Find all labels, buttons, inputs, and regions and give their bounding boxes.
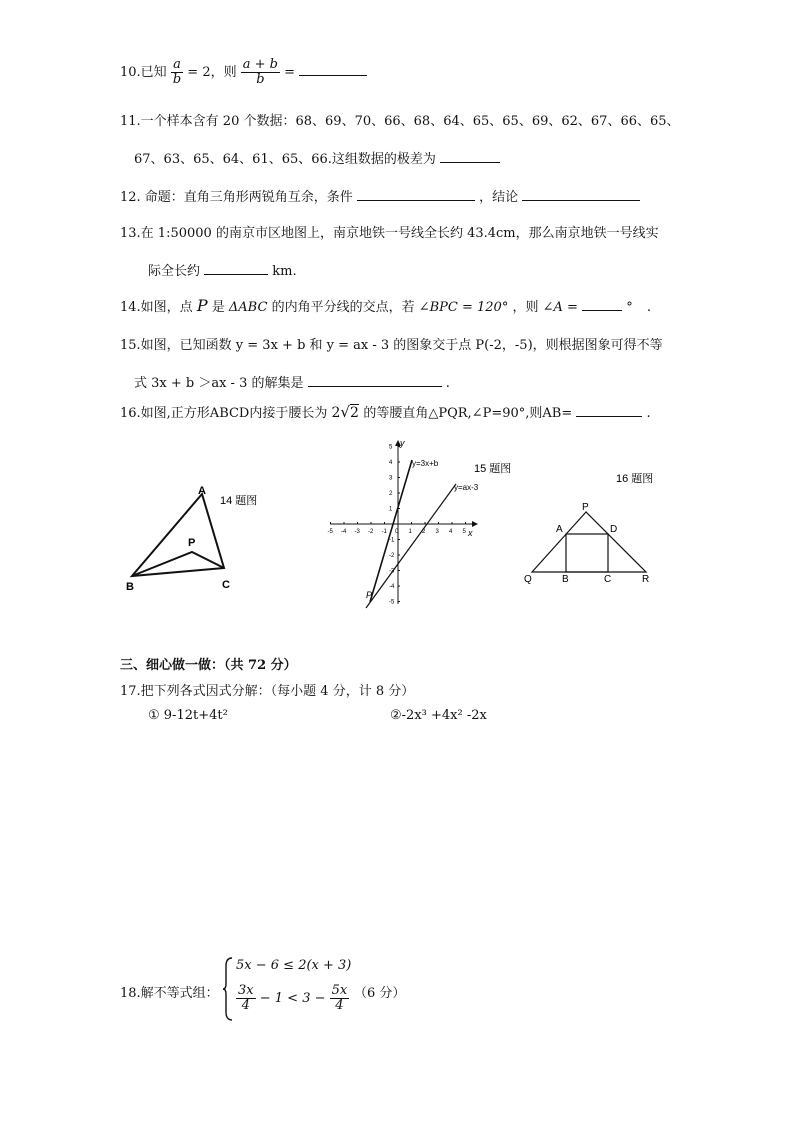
x-tick-label: -4 [341, 529, 347, 535]
question-12: 12. 命题：直角三角形两锐角互余，条件 ，结论 [120, 186, 640, 205]
q18-inequality-1: 5x − 6 ≤ 2(x + 3) [236, 958, 352, 973]
q14-answer-blank[interactable] [582, 298, 622, 311]
axis-label-x: x [468, 528, 473, 538]
q10-fraction-sum: $\frac{a + b}{b}$ [242, 57, 278, 87]
label-R: R [642, 574, 650, 585]
q11-answer-blank[interactable] [440, 150, 500, 163]
y-tick-label: -1 [389, 537, 395, 544]
y-tick-label: 3 [389, 475, 393, 482]
question-10: 10.已知 $\frac{a}{b}$ = 2，则 $\frac{a + b}{b}$ = [120, 58, 367, 87]
y-tick-label: -4 [389, 584, 395, 590]
x-tick-label: -2 [368, 529, 374, 535]
q12-condition-blank[interactable] [357, 188, 475, 201]
x-tick-label: 1 [408, 529, 412, 535]
y-tick-label: -2 [389, 553, 395, 559]
label-P: P [582, 502, 589, 513]
label-line2: y=ax-3 [454, 483, 479, 492]
q12-conclusion-blank[interactable] [522, 188, 640, 201]
y-tick-label: 1 [389, 506, 393, 513]
y-tick-label: 4 [389, 460, 393, 466]
x-tick-label: -1 [381, 529, 387, 535]
y-tick-label: 2 [389, 491, 393, 497]
figure-16-caption: 16 题图 [616, 473, 654, 485]
question-17-part1: ① 9-12t+4t² [148, 708, 228, 723]
label-A: A [198, 485, 206, 497]
x-tick-label: 3 [435, 529, 439, 535]
system-brace [222, 956, 234, 1022]
x-tick-label: 2 [422, 529, 426, 535]
question-13-line1: 13.在 1:50000 的南京市区地图上，南京地铁一号线全长约 43.4cm，那么南京地铁一号线实 [120, 226, 659, 241]
figure-14-caption: 14 题图 [220, 495, 258, 507]
label-C: C [604, 574, 612, 585]
y-tick-label: -3 [389, 568, 395, 575]
label-D: D [610, 524, 618, 535]
axis-label-y: y [400, 438, 405, 448]
q10-equals: = 2，则 [187, 65, 237, 80]
label-A: A [556, 524, 563, 535]
q10-fraction-a-over-b: $\frac{a}{b}$ [172, 57, 182, 87]
q18-points: （6 分） [354, 986, 406, 1001]
y-tick-label: 5 [389, 444, 393, 451]
q18-inequality-2: $\frac{3x}{4}$ − 1 < 3 − $\frac{5x}{4}$ [238, 983, 348, 1013]
question-16: 16.如图,正方形ABCD内接于腰长为 2√2 的等腰直角△PQR,∠P=90°,则AB= . [120, 403, 651, 421]
figure-16-square-in-triangle [520, 466, 670, 590]
question-11-line1: 11.一个样本含有 20 个数据：68、69、70、66、68、64、65、65、69、62、67、66、65、 [120, 114, 680, 129]
figure-15-caption: 15 题图 [474, 463, 512, 475]
q16-answer-blank[interactable] [576, 404, 642, 417]
sqrt-expression: 2√2 [331, 403, 359, 421]
question-17-part2: ②-2x³ +4x² -2x [390, 708, 487, 723]
label-Q: Q [524, 574, 532, 585]
question-11-line2: 67、63、65、64、61、65、66.这组数据的极差为 [134, 148, 500, 167]
q10-prefix: 10.已知 [120, 65, 167, 80]
q10-answer-blank[interactable] [299, 63, 367, 76]
x-tick-label: 0 [395, 529, 399, 535]
figure-14-triangle [120, 480, 280, 600]
question-13-line2: 际全长约 km. [148, 264, 297, 279]
label-P: P [366, 590, 373, 600]
y-tick-label: -5 [389, 599, 395, 606]
label-line1: y=3x+b [412, 459, 439, 468]
q13-answer-blank[interactable] [204, 262, 268, 275]
question-14: 14.如图，点 P 是 ΔABC 的内角平分线的交点，若 ∠BPC = 120° ，则 ∠A = ° . [120, 296, 652, 315]
label-C: C [222, 579, 230, 591]
figure-15-graph [326, 438, 516, 610]
x-tick-label: 5 [462, 529, 466, 535]
line-y-ax-minus-3 [366, 484, 456, 608]
label-B: B [562, 574, 569, 585]
section-3-title: 三、细心做一做：（共 72 分） [120, 658, 297, 673]
question-17-title: 17.把下列各式因式分解：（每小题 4 分，计 8 分） [120, 684, 415, 699]
x-tick-label: -5 [327, 529, 333, 535]
label-B: B [126, 581, 134, 593]
x-tick-label: 4 [449, 529, 453, 535]
label-P: P [188, 537, 196, 549]
question-15-line2: 式 3x + b ＞ax - 3 的解集是 . [134, 376, 450, 391]
x-tick-label: -3 [354, 529, 360, 535]
q15-answer-blank[interactable] [308, 374, 442, 387]
question-15-line1: 15.如图，已知函数 y = 3x + b 和 y = ax - 3 的图象交于点 P(-2，-5)，则根据图象可得不等 [120, 338, 663, 353]
question-18-label: 18.解不等式组： [120, 986, 219, 1001]
